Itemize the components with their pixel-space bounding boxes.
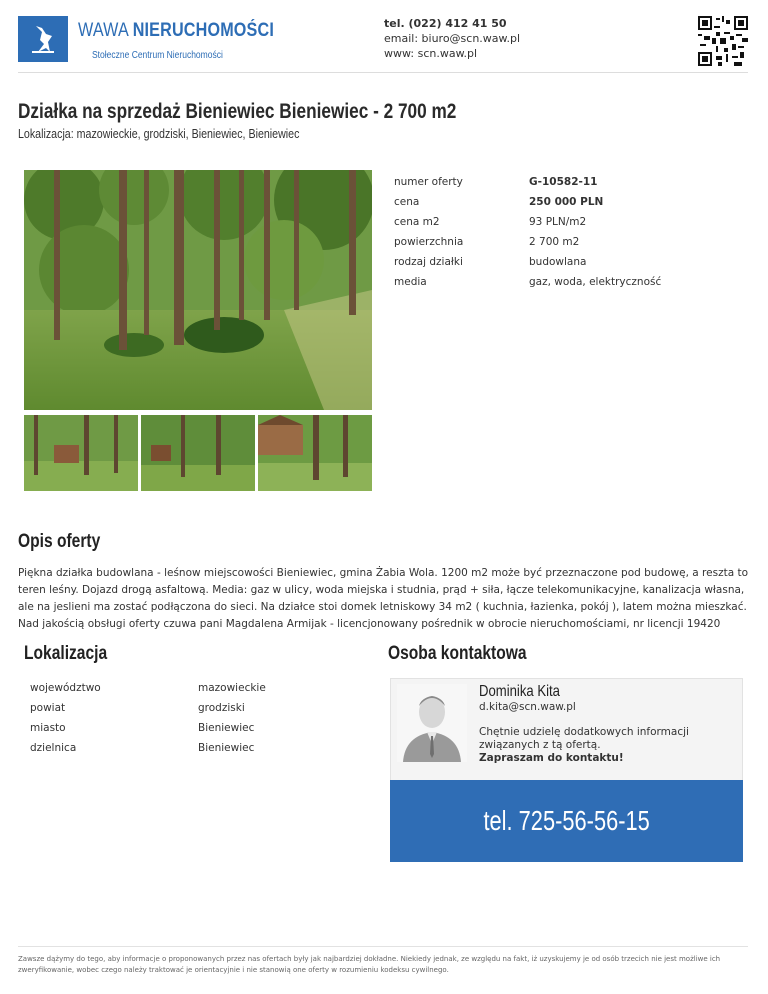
- listing-title: Działka na sprzedaż Bieniewiec Bieniewiec - 2 700 m2: [18, 100, 457, 123]
- location-row: powiat grodziski: [30, 702, 245, 714]
- header-phone[interactable]: tel. (022) 412 41 50: [384, 17, 507, 30]
- description-heading: Opis oferty: [18, 531, 101, 552]
- location-table: [18, 678, 368, 758]
- location-row: miasto Bieniewiec: [30, 722, 255, 734]
- detail-row: media gaz, woda, elektryczność: [394, 276, 662, 288]
- main-photo[interactable]: [24, 170, 372, 410]
- header-email[interactable]: email: biuro@scn.waw.pl: [384, 32, 521, 45]
- description-text: Piękna działka budowlana - leśnow miejscowości Bieniewiec, gmina Żabia Wola. 1200 m2 może być przeznaczone pod budowę, a reszta to teren leśny. Dojazd drogą asfaltową. Media: gaz w ulicy, woda miejska i studnia, prąd + siła, łącze telekomunikacyjne, kanalizacja własna, ale na jeslieni ma zostać podłączona do sieci. Na działce stoi domek letniskowy 34 m2 ( kuchnia, łazienka, pokój ), latem można mieszkać. Nad jakością obsługi oferty czuwa pani Magdalena Armijak - licencjonowany pośrednik w obrocie nieruchomościami, nr licencji 19420: [18, 567, 749, 630]
- header-contact: [384, 16, 520, 61]
- header-divider: [18, 72, 748, 73]
- listing-location-line: Lokalizacja: mazowieckie, grodziski, Bieniewiec, Bieniewiec: [18, 126, 300, 141]
- detail-row: cena 250 000 PLN: [394, 196, 604, 208]
- footer-divider: [18, 946, 748, 947]
- contact-heading: Osoba kontaktowa: [388, 643, 527, 664]
- header-www[interactable]: www: scn.waw.pl: [384, 47, 478, 60]
- agent-phone-button[interactable]: [390, 780, 743, 862]
- location-heading: Lokalizacja: [24, 643, 108, 664]
- detail-row: powierzchnia 2 700 m2: [394, 236, 580, 248]
- detail-row: cena m2 93 PLN/m2: [394, 216, 587, 228]
- agent-name: Dominika Kita: [479, 683, 560, 700]
- agent-phone: tel. 725-56-56-15: [483, 805, 650, 836]
- location-row: województwo mazowieckie: [30, 682, 266, 694]
- qr-code-icon: [698, 16, 748, 66]
- agent-avatar: [397, 684, 467, 762]
- detail-row: numer oferty G-10582-11: [394, 176, 598, 188]
- brand-subtitle: Stołeczne Centrum Nieruchomości: [92, 50, 223, 61]
- thumbnail-2[interactable]: [141, 415, 255, 491]
- brand-name: WAWA NIERUCHOMOŚCI: [78, 20, 274, 41]
- logo-icon: [18, 16, 68, 62]
- thumbnail-1[interactable]: [24, 415, 138, 491]
- agent-cta: Zapraszam do kontaktu!: [479, 752, 624, 764]
- thumbnail-3[interactable]: [258, 415, 372, 491]
- agent-email[interactable]: d.kita@scn.waw.pl: [479, 701, 576, 713]
- detail-row: rodzaj działki budowlana: [394, 256, 587, 268]
- details-table: [386, 172, 748, 292]
- location-row: dzielnica Bieniewiec: [30, 742, 255, 754]
- brand: [78, 20, 309, 61]
- footer-disclaimer: Zawsze dążymy do tego, aby informacje o proponowanych przez nas ofertach były jak najbardziej dokładne. Niekiedy jednak, ze względu na fakt, iż uzyskujemy je od osób trzecich nie jest możliwe ich zweryfikowanie, wobec czego należy traktować je orientacyjnie i nie stanowią one oferty w rozumieniu kodeksu cywilnego.: [18, 955, 721, 974]
- agent-message: Chętnie udzielę dodatkowych informacji związanych z tą ofertą. Zapraszam do kontaktu!: [479, 726, 734, 765]
- agent-card: [390, 678, 743, 782]
